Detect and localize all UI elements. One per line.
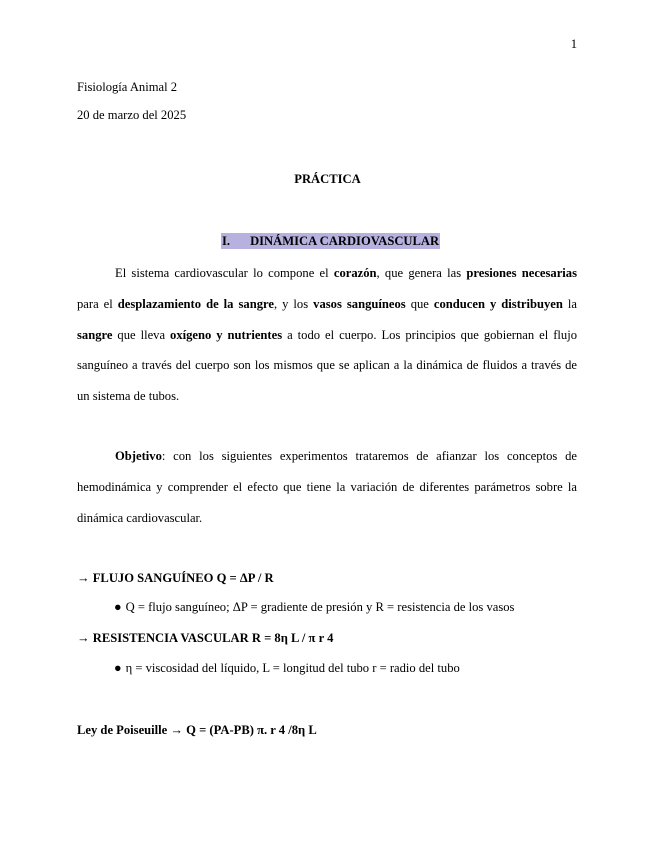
blood-flow-definition: ● Q = flujo sanguíneo; ΔP = gradiente de presión y R = resistencia de los vasos	[114, 600, 515, 614]
objective-paragraph	[77, 448, 577, 540]
document-date: 20 de marzo del 2025	[77, 108, 187, 122]
page-number: 1	[570, 37, 577, 51]
section-heading-text: DINÁMICA CARDIOVASCULAR	[250, 234, 440, 248]
blood-flow-formula: → FLUJO SANGUÍNEO Q = ΔP / R	[77, 571, 274, 585]
course-name: Fisiología Animal 2	[77, 80, 178, 94]
paragraph-line: sangre que lleva oxígeno y nutrientes a todo el cuerpo. Los principios que gobiernan el flujo	[77, 327, 577, 342]
paragraph-line: Objetivo: con los siguientes experimentos trataremos de afianzar los conceptos de	[115, 449, 577, 463]
vascular-resistance-definition: ● η = viscosidad del líquido, L = longitud del tubo r = radio del tubo	[114, 661, 460, 675]
paragraph-line: El sistema cardiovascular lo compone el corazón, que genera las presiones necesarias	[115, 266, 577, 280]
section-number: I.	[222, 234, 231, 248]
paragraph-line: un sistema de tubos.	[77, 389, 180, 404]
page-title: PRÁCTICA	[294, 172, 361, 186]
section-heading	[221, 233, 440, 249]
intro-paragraph	[77, 265, 577, 419]
poiseuille-law: Ley de Poiseuille → Q = (PA-PB) π. r 4 /8η L	[77, 723, 317, 737]
bullet-icon: ●	[114, 661, 122, 675]
paragraph-line: dinámica cardiovascular.	[77, 510, 203, 525]
paragraph-line: hemodinámica y comprender el efecto que tiene la variación de diferentes parámetros sobre la	[77, 479, 577, 494]
paragraph-line: sanguíneo a través del cuerpo son los mismos que se aplican a la dinámica de fluidos a través de	[77, 358, 577, 373]
paragraph-line: para el desplazamiento de la sangre, y los vasos sanguíneos que conducen y distribuyen la	[77, 296, 577, 311]
bullet-icon: ●	[114, 600, 122, 614]
vascular-resistance-formula: → RESISTENCIA VASCULAR R = 8η L / π r 4	[77, 631, 334, 645]
